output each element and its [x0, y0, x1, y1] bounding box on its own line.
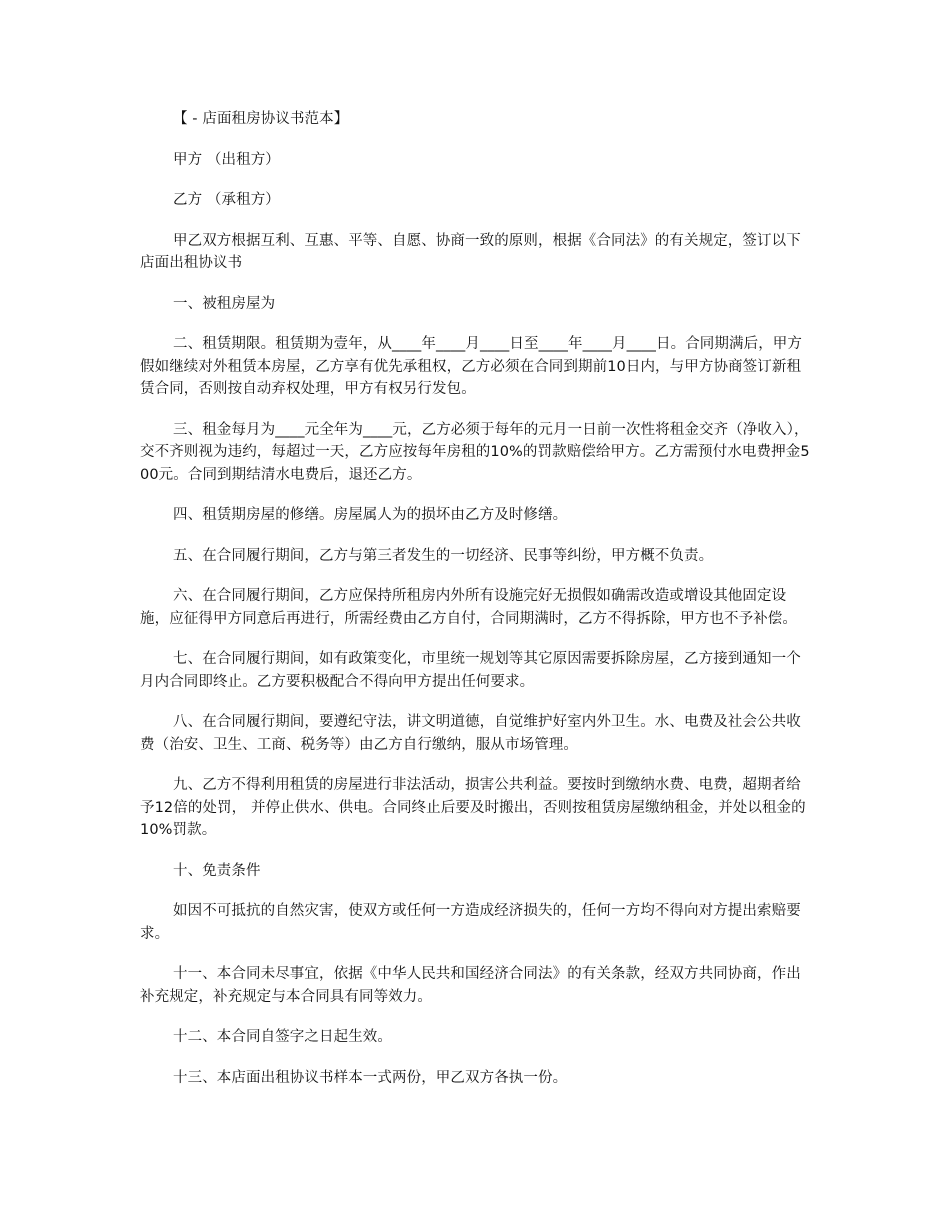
paragraph-party-a: 甲方 （出租方）	[173, 151, 280, 168]
paragraph-clause-10: 十、免责条件	[173, 862, 261, 879]
paragraph-party-b: 乙方 （承租方）	[173, 192, 280, 208]
paragraph-force-majeure: 如因不可抵抗的自然灾害，使双方或任何一方造成经济损失的，任何一方均不得向对方提出索赔要求。	[140, 903, 801, 942]
paragraph-clause-8: 八、在合同履行期间，要遵纪守法，讲文明道德，自觉维护好室内外卫生。水、电费及社会公共收费（治安、卫生、工商、税务等）由乙方自行缴纳，服从市场管理。	[140, 714, 801, 753]
paragraph-clause-1: 一、被租房屋为	[173, 295, 276, 312]
paragraph-clause-5: 五、在合同履行期间，乙方与第三者发生的一切经济、民事等纠纷，甲方概不负责。	[173, 547, 714, 564]
paragraph-clause-3: 三、租金每月为____元全年为____元，乙方必须于每年的元月一日前一次性将租金交齐（净收入），交不齐则视为违约，每超过一天，乙方应按每年房租的10%的罚款赔偿给甲方。乙方需预付水电费押金500元。合同到期结清水电费后，退还乙方。	[140, 421, 810, 483]
document-title: 【 - 店面租房协议书范本】	[173, 111, 349, 127]
paragraph-clause-4: 四、租赁期房屋的修缮。房屋属人为的损坏由乙方及时修缮。	[173, 507, 568, 523]
paragraph-intro: 甲乙双方根据互利、互惠、平等、自愿、协商一致的原则，根据《合同法》的有关规定，签订以下店面出租协议书	[140, 232, 801, 271]
document-body	[140, 108, 810, 1089]
paragraph-clause-7: 七、在合同履行期间，如有政策变化，市里统一规划等其它原因需要拆除房屋，乙方接到通知一个月内合同即终止。乙方要积极配合不得向甲方提出任何要求。	[140, 651, 801, 690]
paragraph-clause-11: 十一、本合同未尽事宜，依据《中华人民共和国经济合同法》的有关条款，经双方共同协商，作出补充规定，补充规定与本合同具有同等效力。	[140, 966, 801, 1005]
paragraph-clause-6: 六、在合同履行期间，乙方应保持所租房内外所有设施完好无损假如确需改造或增设其他固定设施，应征得甲方同意后再进行，所需经费由乙方自付，合同期满时，乙方不得拆除，甲方也不予补偿。	[140, 588, 797, 627]
paragraph-clause-9: 九、乙方不得利用租赁的房屋进行非法活动，损害公共利益。要按时到缴纳水费、电费，超期者给予12倍的处罚， 并停止供水、供电。合同终止后要及时搬出，否则按租赁房屋缴纳租金，并处以租金的10%罚款。	[140, 777, 806, 838]
paragraph-clause-13: 十三、本店面出租协议书样本一式两份，甲乙双方各执一份。	[173, 1069, 568, 1086]
paragraph-clause-2: 二、租赁期限。租赁期为壹年，从____年____月____日至____年____月____日。合同期满后，甲方假如继续对外租赁本房屋，乙方享有优先承租权，乙方必须在合同到期前10日内，与甲方协商签订新租赁合同，否则按自动弃权处理，甲方有权另行发包。	[140, 336, 802, 397]
paragraph-clause-12: 十二、本合同自签字之日起生效。	[173, 1029, 392, 1045]
